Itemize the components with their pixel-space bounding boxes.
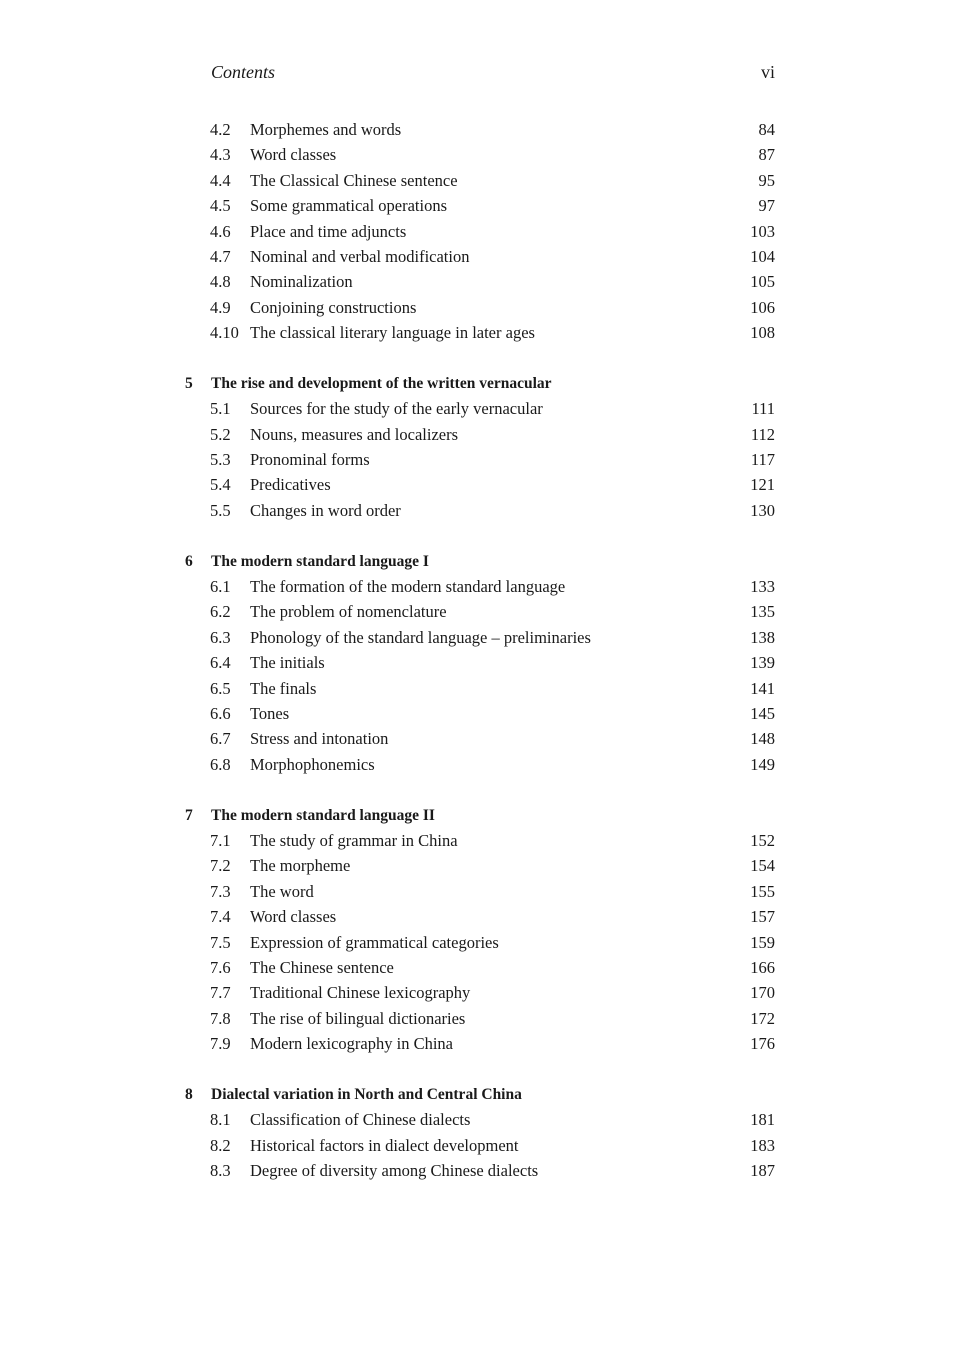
toc-entry bbox=[0, 1158, 960, 1183]
chapter-title: Dialectal variation in North and Central China bbox=[211, 1085, 522, 1103]
toc-entry bbox=[0, 650, 960, 675]
section-title: The morpheme bbox=[250, 856, 351, 876]
section-title: Phonology of the standard language – preliminaries bbox=[250, 627, 591, 647]
running-title: Contents bbox=[211, 62, 276, 82]
section-number: 6.7 bbox=[210, 729, 231, 749]
section-title: Pronominal forms bbox=[250, 450, 370, 470]
section-title: Predicatives bbox=[250, 475, 331, 495]
section-title: Nominal and verbal modification bbox=[250, 246, 470, 266]
section-page: 135 bbox=[750, 602, 775, 622]
toc-entry bbox=[0, 498, 960, 523]
toc-entry bbox=[0, 1006, 960, 1031]
section-number: 6.1 bbox=[210, 577, 231, 597]
section-number: 8.2 bbox=[210, 1135, 231, 1155]
toc-entry bbox=[0, 1107, 960, 1132]
section-number: 7.5 bbox=[210, 932, 231, 952]
section-number: 8.1 bbox=[210, 1110, 231, 1130]
section-number: 7.7 bbox=[210, 983, 231, 1003]
toc-entry bbox=[0, 879, 960, 904]
section-title: Changes in word order bbox=[250, 500, 401, 520]
section-title: Traditional Chinese lexicography bbox=[250, 983, 471, 1003]
section-page: 112 bbox=[750, 424, 775, 444]
section-page: 152 bbox=[750, 830, 775, 850]
toc-entry bbox=[0, 193, 960, 218]
chapter-number: 6 bbox=[185, 552, 193, 570]
section-title: Nominalization bbox=[250, 272, 353, 292]
section-page: 105 bbox=[750, 272, 775, 292]
chapter-number: 7 bbox=[185, 806, 193, 824]
section-title: Expression of grammatical categories bbox=[250, 932, 499, 952]
toc-entry bbox=[0, 396, 960, 421]
section-number: 5.4 bbox=[210, 475, 231, 495]
section-number: 7.3 bbox=[210, 881, 231, 901]
toc-entry bbox=[0, 574, 960, 599]
section-page: 183 bbox=[750, 1135, 775, 1155]
section-number: 6.6 bbox=[210, 703, 231, 723]
toc-entry bbox=[0, 219, 960, 244]
section-page: 87 bbox=[758, 145, 775, 165]
section-page: 95 bbox=[758, 170, 775, 190]
toc-entry bbox=[0, 1031, 960, 1056]
toc-entry bbox=[0, 701, 960, 726]
chapter-title: The rise and development of the written vernacular bbox=[211, 374, 552, 392]
toc-entry bbox=[0, 244, 960, 269]
section-number: 5.3 bbox=[210, 450, 231, 470]
section-page: 181 bbox=[750, 1110, 775, 1130]
section-page: 176 bbox=[750, 1034, 775, 1054]
section-title: The study of grammar in China bbox=[250, 830, 458, 850]
section-page: 117 bbox=[750, 450, 775, 470]
chapter-title: The modern standard language I bbox=[211, 552, 429, 570]
toc-entry bbox=[0, 1133, 960, 1158]
chapter-heading bbox=[0, 549, 960, 574]
section-title: Nouns, measures and localizers bbox=[250, 424, 459, 444]
toc-entry bbox=[0, 320, 960, 345]
section-number: 4.5 bbox=[210, 196, 231, 216]
section-title: The rise of bilingual dictionaries bbox=[250, 1008, 466, 1028]
section-page: 170 bbox=[750, 983, 775, 1003]
section-number: 7.4 bbox=[210, 907, 231, 927]
section-title: Stress and intonation bbox=[250, 729, 389, 749]
toc-entry bbox=[0, 168, 960, 193]
section-page: 111 bbox=[751, 399, 775, 419]
toc-entry bbox=[0, 295, 960, 320]
section-number: 6.2 bbox=[210, 602, 231, 622]
section-number: 7.9 bbox=[210, 1034, 231, 1054]
section-page: 121 bbox=[750, 475, 775, 495]
table-of-contents bbox=[0, 117, 960, 1183]
section-title: Morphemes and words bbox=[250, 120, 402, 139]
toc-entry bbox=[0, 752, 960, 777]
section-page: 130 bbox=[750, 500, 775, 520]
toc-entry bbox=[0, 676, 960, 701]
section-number: 4.8 bbox=[210, 272, 231, 292]
section-title: Classification of Chinese dialects bbox=[250, 1110, 471, 1130]
section-number: 4.6 bbox=[210, 221, 231, 241]
section-page: 133 bbox=[750, 577, 775, 597]
section-title: The Chinese sentence bbox=[250, 957, 394, 977]
section-page: 84 bbox=[758, 120, 775, 139]
section-number: 6.3 bbox=[210, 627, 231, 647]
section-number: 7.2 bbox=[210, 856, 231, 876]
section-number: 6.5 bbox=[210, 678, 231, 698]
section-title: Modern lexicography in China bbox=[250, 1034, 453, 1054]
section-page: 138 bbox=[750, 627, 775, 647]
section-title: Historical factors in dialect development bbox=[250, 1135, 519, 1155]
section-title: Word classes bbox=[250, 907, 337, 927]
toc-entry bbox=[0, 980, 960, 1005]
section-number: 7.1 bbox=[210, 830, 231, 850]
section-page: 154 bbox=[750, 856, 775, 876]
section-number: 6.8 bbox=[210, 754, 231, 774]
section-title: Tones bbox=[250, 703, 290, 723]
section-page: 104 bbox=[750, 246, 775, 266]
toc-entry bbox=[0, 625, 960, 650]
section-title: The initials bbox=[250, 653, 325, 673]
toc-entry bbox=[0, 142, 960, 167]
section-title: Conjoining constructions bbox=[250, 297, 417, 317]
section-title: Degree of diversity among Chinese dialects bbox=[250, 1161, 539, 1181]
section-title: Word classes bbox=[250, 145, 337, 165]
section-page: 148 bbox=[750, 729, 775, 749]
section-number: 5.1 bbox=[210, 399, 231, 419]
chapter-number: 8 bbox=[185, 1085, 193, 1103]
section-number: 4.10 bbox=[210, 323, 239, 343]
chapter-heading bbox=[0, 803, 960, 828]
section-number: 5.2 bbox=[210, 424, 231, 444]
section-title: Morphophonemics bbox=[250, 754, 375, 774]
section-title: The formation of the modern standard language bbox=[250, 577, 566, 597]
section-number: 4.9 bbox=[210, 297, 231, 317]
section-page: 157 bbox=[750, 907, 775, 927]
toc-entry bbox=[0, 955, 960, 980]
section-number: 7.8 bbox=[210, 1008, 231, 1028]
toc-entry bbox=[0, 422, 960, 447]
section-number: 6.4 bbox=[210, 653, 231, 673]
toc-entry bbox=[0, 472, 960, 497]
toc-entry bbox=[0, 853, 960, 878]
toc-entry bbox=[0, 904, 960, 929]
section-page: 108 bbox=[750, 323, 775, 343]
section-number: 4.7 bbox=[210, 246, 231, 266]
section-number: 8.3 bbox=[210, 1161, 231, 1181]
toc-entry bbox=[0, 930, 960, 955]
chapter-number: 5 bbox=[185, 374, 193, 392]
toc-entry bbox=[0, 269, 960, 294]
toc-entry bbox=[0, 447, 960, 472]
toc-entry bbox=[0, 828, 960, 853]
section-page: 155 bbox=[750, 881, 775, 901]
chapter-heading bbox=[0, 371, 960, 396]
section-page: 139 bbox=[750, 653, 775, 673]
section-title: The classical literary language in later ages bbox=[250, 323, 535, 343]
section-title: Place and time adjuncts bbox=[250, 221, 407, 241]
section-page: 145 bbox=[750, 703, 775, 723]
toc-entry bbox=[0, 599, 960, 624]
page-number: vi bbox=[760, 62, 775, 82]
section-number: 5.5 bbox=[210, 500, 231, 520]
section-title: The problem of nomenclature bbox=[250, 602, 447, 622]
section-page: 159 bbox=[750, 932, 775, 952]
section-number: 4.4 bbox=[210, 170, 231, 190]
section-page: 141 bbox=[750, 678, 775, 698]
section-page: 97 bbox=[758, 196, 775, 216]
section-page: 149 bbox=[750, 754, 775, 774]
chapter-heading bbox=[0, 1082, 960, 1107]
chapter-title: The modern standard language II bbox=[211, 806, 435, 824]
section-number: 4.2 bbox=[210, 120, 231, 139]
section-number: 7.6 bbox=[210, 957, 231, 977]
section-title: Sources for the study of the early vernacular bbox=[250, 399, 543, 419]
section-page: 187 bbox=[750, 1161, 775, 1181]
section-page: 172 bbox=[750, 1008, 775, 1028]
section-title: Some grammatical operations bbox=[250, 196, 448, 216]
section-page: 106 bbox=[750, 297, 775, 317]
section-page: 166 bbox=[750, 957, 775, 977]
section-title: The finals bbox=[250, 678, 317, 698]
toc-entry bbox=[0, 117, 960, 142]
section-page: 103 bbox=[750, 221, 775, 241]
section-title: The Classical Chinese sentence bbox=[250, 170, 458, 190]
toc-entry bbox=[0, 726, 960, 751]
section-title: The word bbox=[250, 881, 314, 901]
section-number: 4.3 bbox=[210, 145, 231, 165]
